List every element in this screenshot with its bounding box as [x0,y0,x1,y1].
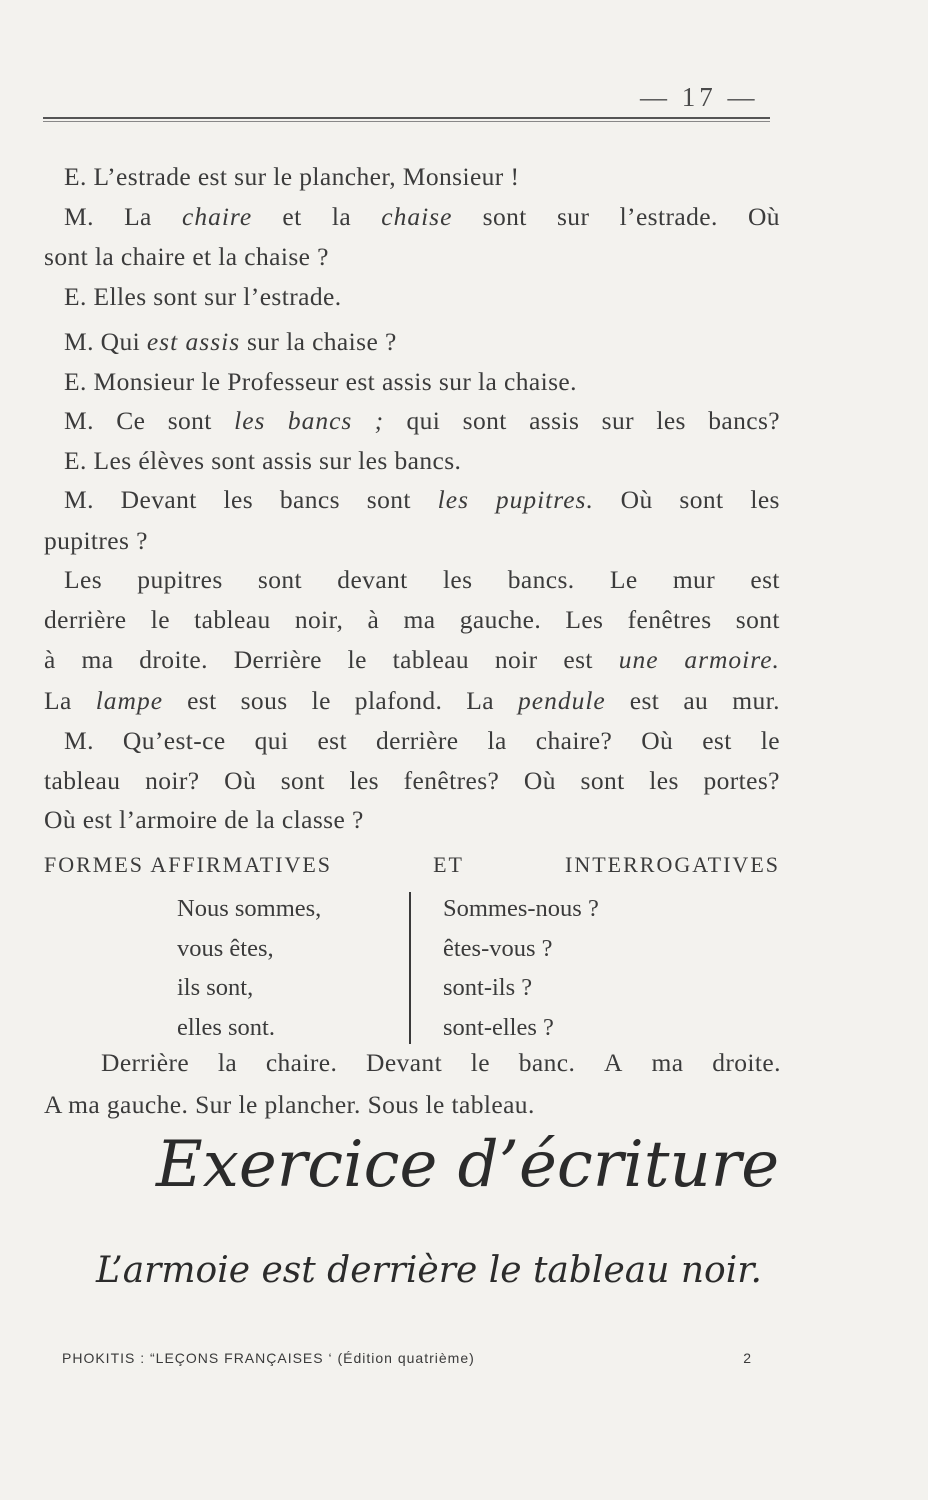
text-line [64,284,341,310]
word: tableau [44,766,121,795]
text-line [44,688,780,714]
italic-term: une [618,645,659,674]
word: la [487,726,507,755]
text-run: Où est l’armoire de la classe ? [44,805,364,834]
word: Où [224,766,257,795]
word: chaire. [265,1048,338,1077]
text-line [64,204,780,230]
word: est [702,726,732,755]
word: fenêtres? [403,766,500,795]
text-line [44,807,364,833]
word: au [683,686,709,715]
word: Où [523,766,556,795]
word: M. [64,485,94,514]
word: banc. [518,1048,576,1077]
text-run: E. L’estrade est sur le plancher, Monsieur ! [64,162,520,191]
text-line [44,244,329,270]
italic-term: chaire [182,202,253,231]
word: les [442,565,473,594]
interrogative-form: sont-ils ? [443,974,533,1001]
word: pupitres [137,565,223,594]
text-run: E. Elles sont sur l’estrade. [64,282,342,311]
word: La [466,686,494,715]
word: Qu’est-ce [122,726,226,755]
word: droite. [712,1048,781,1077]
word: fenêtres [627,605,712,634]
text-line [44,607,780,633]
word: est [317,726,347,755]
word: qui [406,406,441,435]
text-line [64,369,577,395]
word: M. [64,202,94,231]
italic-term: bancs [287,406,353,435]
word: noir, [294,605,344,634]
word: bancs? [708,406,780,435]
footer-citation: PHOKITIS : “LEÇONS FRANÇAISES ‘ (Édition quatrième) [62,1350,475,1366]
word: est [750,565,780,594]
word: sont [580,766,625,795]
word: bancs [279,485,340,514]
italic-term: lampe [95,686,164,715]
word: les [349,766,380,795]
text-run: sont la chaire et la chaise ? [44,242,329,271]
text-line [44,647,780,673]
word: est [563,645,593,674]
word: Les [565,605,604,634]
word: derrière [44,605,127,634]
forms-heading [44,852,780,878]
word: sont [462,406,507,435]
word: Les [64,565,103,594]
text-run: pupitres ? [44,526,148,555]
italic-term: chaise [381,202,453,231]
word: A [603,1048,623,1077]
affirmative-form: Nous sommes, [177,895,322,922]
word: Où [747,202,780,231]
word: chaire? [535,726,613,755]
forms-heading-left: FORMES AFFIRMATIVES [44,852,333,877]
italic-term: est assis [146,327,241,356]
word: devant [337,565,408,594]
word: Derrière [101,1048,190,1077]
interrogative-form: êtes-vous ? [443,935,553,962]
word: Où [641,726,674,755]
word: le [470,1048,490,1077]
word: sont [257,565,303,594]
text-run: E. Monsieur le Professeur est assis sur la chaise. [64,367,577,396]
word: Derrière [233,645,322,674]
word: sont [366,485,411,514]
word: droite. [139,645,208,674]
header-rule [43,117,770,119]
affirmative-form: ils sont, [177,974,254,1001]
word: sont [679,485,724,514]
forms-heading-middle: ET [433,852,464,877]
word: sont [280,766,325,795]
text-line [64,448,461,474]
word: plafond. [354,686,443,715]
word: assis [529,406,580,435]
page-number: — 17 — [640,82,759,112]
word: Le [609,565,638,594]
italic-term: ; [374,406,385,435]
italic-term: pupitres. [495,485,594,514]
text-line [44,528,148,554]
page-footer [62,1350,752,1366]
text-line [64,487,780,513]
word: à [44,645,56,674]
word: le [760,726,780,755]
word: Où [620,485,653,514]
word: les [649,766,679,795]
word: Ce [116,406,146,435]
word: les [750,485,780,514]
affirmative-form: vous êtes, [177,935,274,962]
conjugation-divider [409,892,411,1044]
word: le [311,686,331,715]
text-line [64,164,519,190]
text-line [64,567,780,593]
word: et [282,202,302,231]
forms-heading-right: INTERROGATIVES [565,852,780,877]
text-run: sur la chaise ? [240,327,397,356]
word: tableau [392,645,470,674]
word: La [124,202,152,231]
word: les [656,406,686,435]
word: gauche. [459,605,542,634]
word: M. [64,406,94,435]
word: sur [601,406,634,435]
word: est [187,686,217,715]
word: sont [167,406,212,435]
exercise-title: Exercice d’écriture [156,1128,780,1202]
word: Devant [120,485,197,514]
word: bancs. [507,565,575,594]
word: La [44,686,72,715]
word: mur. [732,686,780,715]
word: portes? [703,766,780,795]
word: est [629,686,660,715]
word: sont [735,605,780,634]
footer-sheet-number: 2 [743,1350,752,1366]
word: sont [482,202,527,231]
word: à [367,605,380,634]
word: sur [556,202,590,231]
italic-term: les [234,406,266,435]
word: noir [494,645,538,674]
word: Devant [366,1048,443,1077]
text-run: E. Les élèves sont assis sur les bancs. [64,446,462,475]
word: mur [672,565,716,594]
word: derrière [376,726,459,755]
text-line [44,768,780,794]
word: ma [81,645,114,674]
text-line [64,329,397,355]
word: ma [651,1048,684,1077]
affirmative-form: elles sont. [177,1014,275,1041]
word: qui [254,726,289,755]
text-line [64,728,780,754]
word: la [217,1048,238,1077]
word: ma [403,605,436,634]
text-line [64,408,780,434]
italic-term: pendule [518,686,606,715]
phrases-line-2: A ma gauche. Sur le plancher. Sous le tableau. [44,1090,535,1119]
word: les [223,485,254,514]
phrases-line-1 [101,1050,781,1076]
italic-term: les [437,485,469,514]
word: le [347,645,367,674]
interrogative-form: Sommes-nous ? [443,895,599,922]
word: M. [64,726,94,755]
text-run: M. Qui [64,327,147,356]
word: sous [240,686,288,715]
word: la [331,202,352,231]
word: tableau [194,605,271,634]
exercise-sentence: L’armoie est derrière le tableau noir. [96,1250,762,1291]
italic-term: armoire. [684,645,780,674]
word: le [150,605,170,634]
interrogative-form: sont-elles ? [443,1014,554,1041]
word: l’estrade. [619,202,718,231]
header-rule-thin [43,121,770,122]
word: noir? [145,766,200,795]
